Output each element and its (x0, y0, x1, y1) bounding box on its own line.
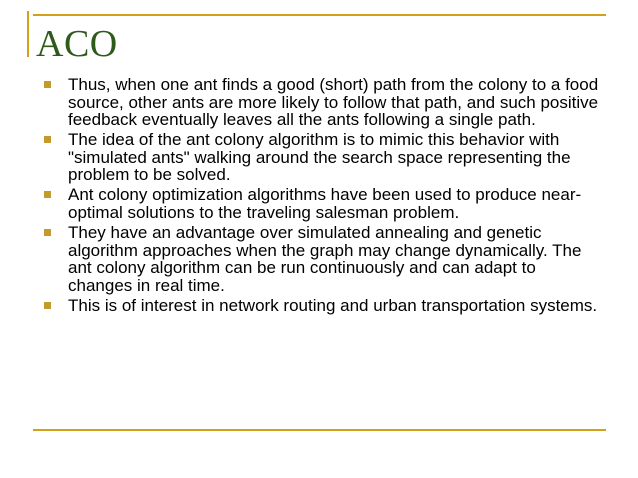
top-divider (33, 14, 606, 16)
bullet-text: They have an advantage over simulated annealing and genetic algorithm approaches when the graph may change dynamically. The ant colony algorithm can be run continuously and can adapt to changes in real time. (68, 222, 582, 295)
bullet-item (42, 76, 602, 129)
bullet-item (42, 297, 602, 315)
bullet-item (42, 186, 602, 221)
square-bullet-icon (44, 136, 51, 143)
bottom-divider (33, 429, 606, 431)
bullet-text: Thus, when one ant finds a good (short) path from the colony to a food source, other ants are more likely to follow that path, and such positive feedback eventually leaves all the ants following a single path. (68, 75, 599, 130)
bullet-text: The idea of the ant colony algorithm is to mimic this behavior with "simulated ants" walking around the search space representing the problem to be solved. (68, 130, 571, 185)
square-bullet-icon (44, 81, 51, 88)
square-bullet-icon (44, 229, 51, 236)
left-accent-bar (27, 11, 29, 57)
bullet-text: Ant colony optimization algorithms have been used to produce near-optimal solutions to the traveling salesman problem. (68, 185, 582, 222)
square-bullet-icon (44, 302, 51, 309)
bullet-text: This is of interest in network routing and urban transportation systems. (68, 295, 598, 315)
bullet-item (42, 131, 602, 184)
slide-title: ACO (36, 23, 118, 65)
bullet-list (42, 76, 602, 317)
square-bullet-icon (44, 191, 51, 198)
bullet-item (42, 224, 602, 294)
